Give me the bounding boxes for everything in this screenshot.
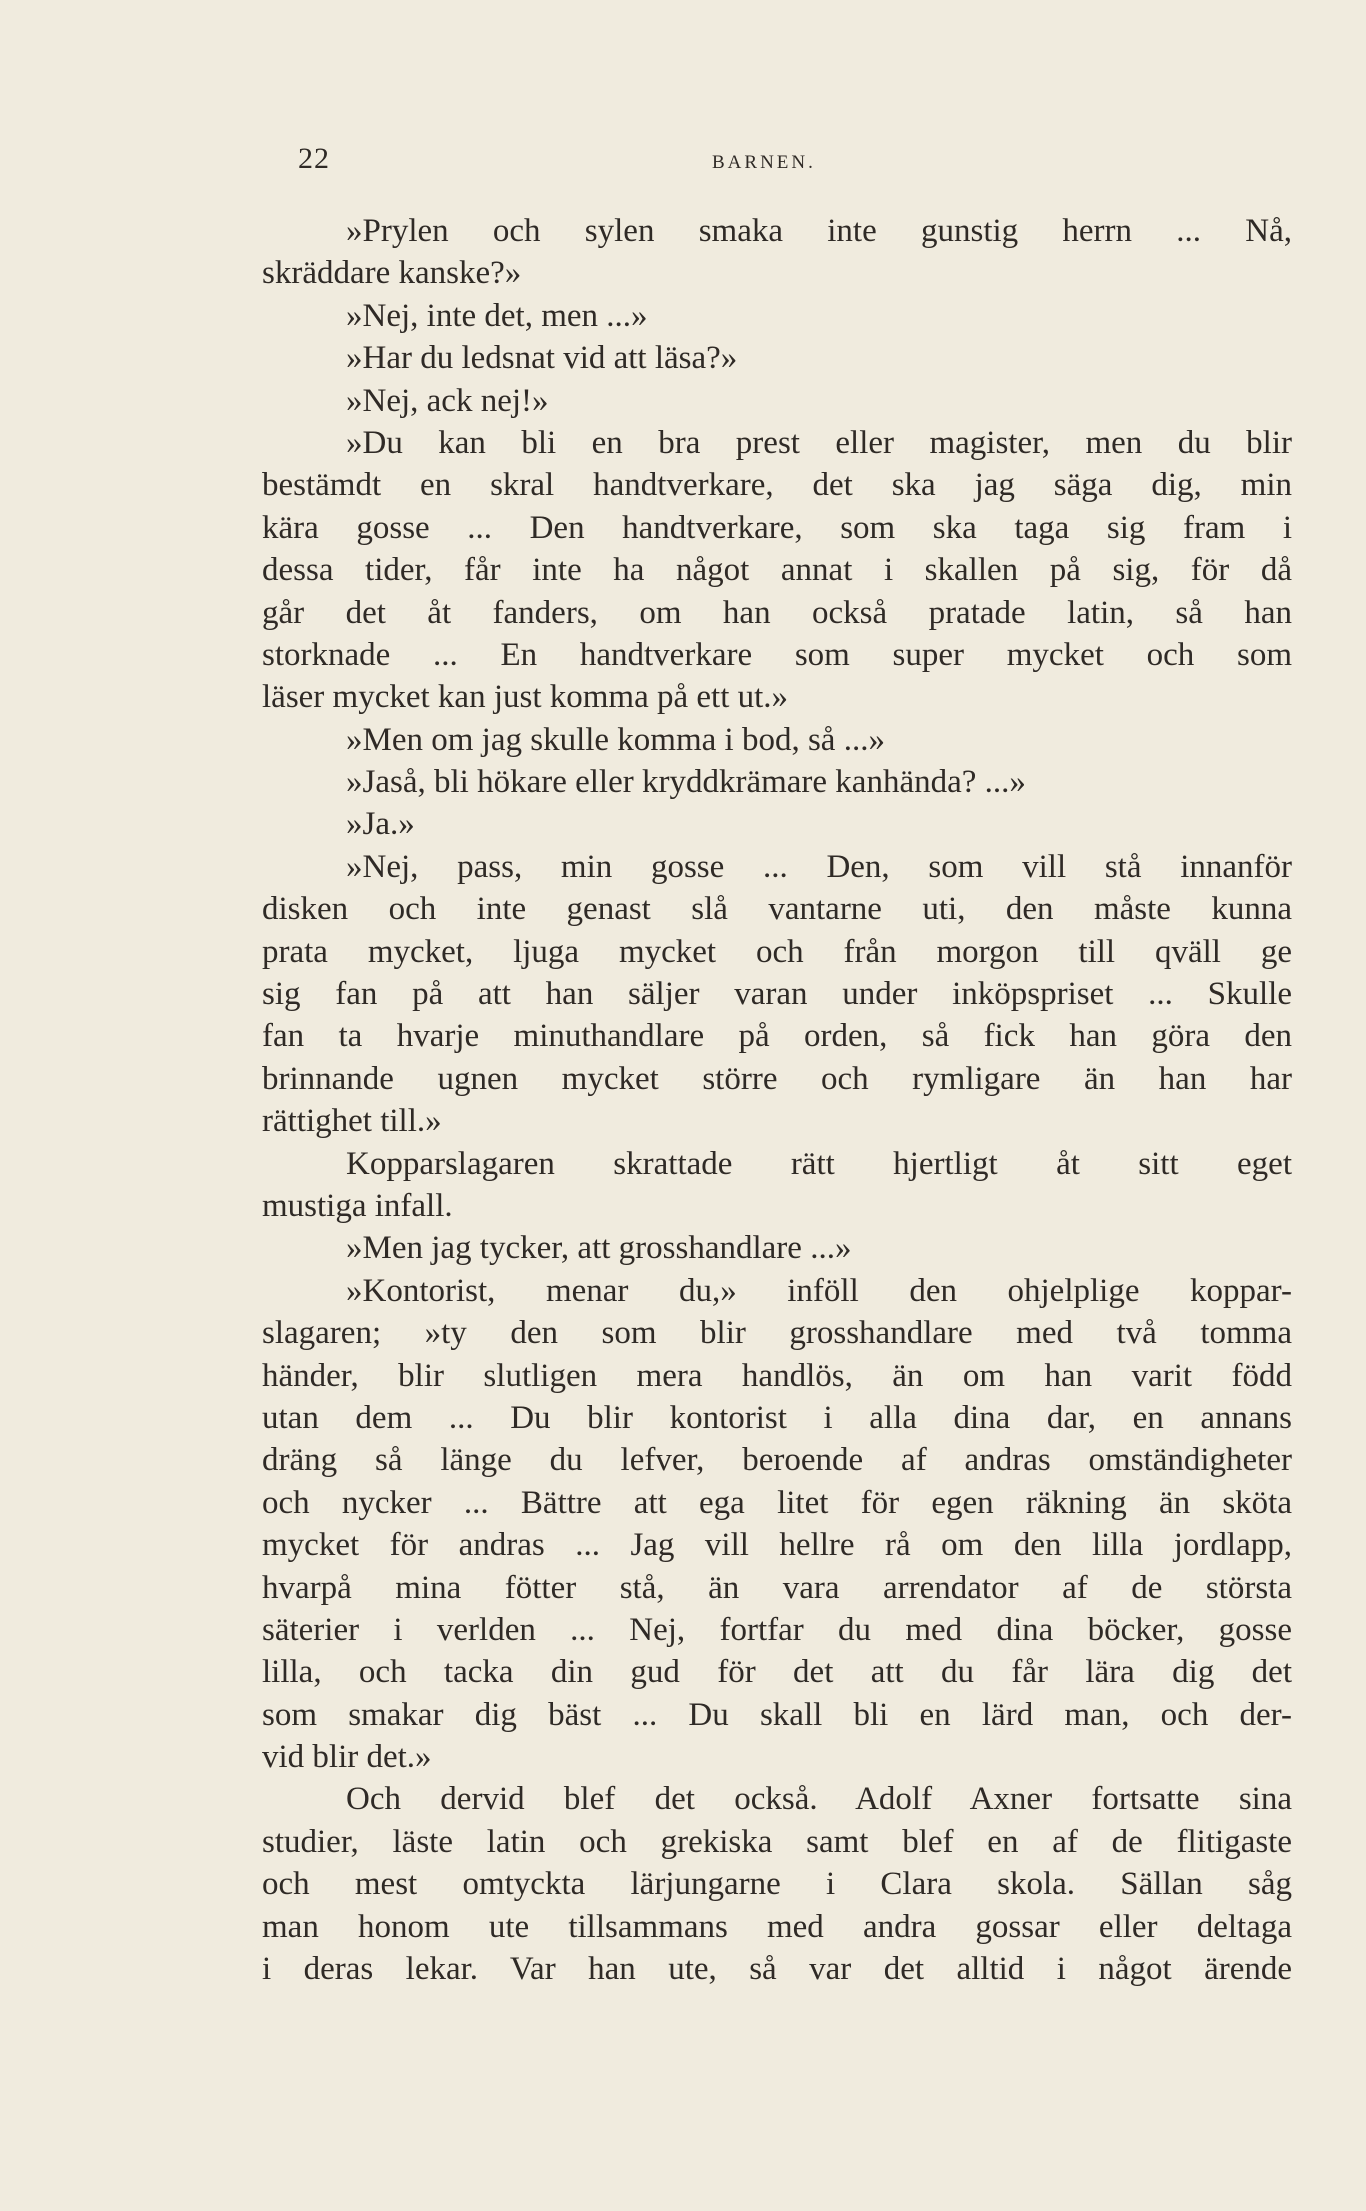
text-line: »Nej, inte det, men ...»: [346, 297, 648, 334]
text-line: brinnande ugnen mycket större och rymligare än han har: [262, 1060, 1292, 1097]
text-line: Kopparslagaren skrattade rätt hjertligt åt sitt eget: [346, 1145, 1292, 1182]
text-line: studier, läste latin och grekiska samt blef en af de flitigaste: [262, 1823, 1292, 1860]
text-line: »Prylen och sylen smaka inte gunstig herrn ... Nå,: [346, 213, 1292, 249]
text-line: utan dem ... Du blir kontorist i alla dina dar, en annans: [262, 1399, 1292, 1436]
body-text: [262, 210, 1292, 1990]
text-line: slagaren; »ty den som blir grosshandlare med två tomma: [262, 1315, 1292, 1352]
text-line: vid blir det.»: [262, 1739, 432, 1776]
text-line: »Har du ledsnat vid att läsa?»: [346, 340, 738, 377]
text-line: kära gosse ... Den handtverkare, som ska taga sig fram i: [262, 509, 1292, 546]
text-line: bestämdt en skral handtverkare, det ska jag säga dig, min: [262, 467, 1292, 504]
text-line: »Kontorist, menar du,» inföll den ohjelplige koppar-: [346, 1272, 1292, 1309]
text-line: och nycker ... Bättre att ega litet för egen räkning än sköta: [262, 1484, 1292, 1521]
text-line: läser mycket kan just komma på ett ut.»: [262, 679, 789, 716]
text-line: »Du kan bli en bra prest eller magister, men du blir: [346, 424, 1292, 461]
page-number: 22: [298, 142, 330, 175]
text-line: sig fan på att han säljer varan under inköpspriset ... Skulle: [262, 976, 1292, 1013]
page-header: [0, 142, 1366, 182]
text-line: händer, blir slutligen mera handlös, än om han varit född: [262, 1357, 1292, 1394]
text-line: dessa tider, får inte ha något annat i skallen på sig, för då: [262, 552, 1292, 589]
text-line: »Ja.»: [346, 806, 415, 843]
running-head: BARNEN.: [712, 152, 816, 173]
text-line: rättighet till.»: [262, 1103, 442, 1140]
text-line: »Nej, pass, min gosse ... Den, som vill stå innanför: [346, 848, 1292, 885]
text-line: prata mycket, ljuga mycket och från morgon till qväll ge: [262, 933, 1292, 970]
text-line: »Men om jag skulle komma i bod, så ...»: [346, 721, 885, 758]
text-line: mustiga infall.: [262, 1187, 453, 1224]
text-line: skräddare kanske?»: [262, 255, 522, 292]
text-line: mycket för andras ... Jag vill hellre rå om den lilla jordlapp,: [262, 1527, 1292, 1564]
text-line: säterier i verlden ... Nej, fortfar du med dina böcker, gosse: [262, 1611, 1292, 1648]
text-line: och mest omtyckta lärjungarne i Clara skola. Sällan såg: [262, 1866, 1292, 1903]
text-line: fan ta hvarje minuthandlare på orden, så fick han göra den: [262, 1018, 1292, 1055]
text-line: man honom ute tillsammans med andra gossar eller deltaga: [262, 1908, 1292, 1945]
text-line: Och dervid blef det också. Adolf Axner fortsatte sina: [346, 1781, 1292, 1818]
text-line: dräng så länge du lefver, beroende af andras omständigheter: [262, 1442, 1292, 1479]
text-line: »Nej, ack nej!»: [346, 382, 549, 419]
text-line: storknade ... En handtverkare som super mycket och som: [262, 636, 1292, 673]
text-line: »Men jag tycker, att grosshandlare ...»: [346, 1230, 852, 1267]
text-line: disken och inte genast slå vantarne uti, den måste kunna: [262, 891, 1292, 928]
text-line: lilla, och tacka din gud för det att du får lära dig det: [262, 1654, 1292, 1691]
text-line: går det åt fanders, om han också pratade latin, så han: [262, 594, 1292, 631]
text-line: hvarpå mina fötter stå, än vara arrendator af de största: [262, 1569, 1292, 1606]
text-line: i deras lekar. Var han ute, så var det alltid i något ärende: [262, 1951, 1292, 1988]
text-line: som smakar dig bäst ... Du skall bli en lärd man, och der-: [262, 1696, 1292, 1733]
text-line: »Jaså, bli hökare eller kryddkrämare kanhända? ...»: [346, 764, 1026, 801]
